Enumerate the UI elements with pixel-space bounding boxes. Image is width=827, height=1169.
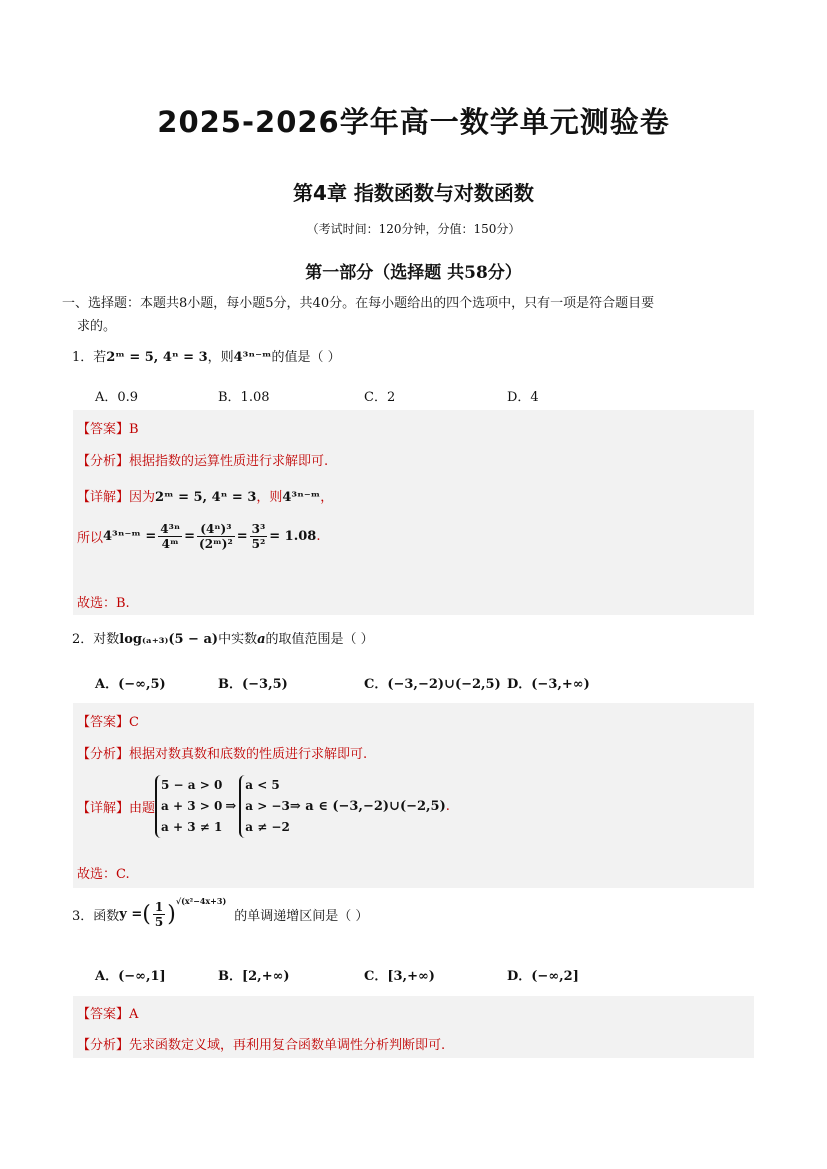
detail-line [77,775,450,838]
eq-result: = 1.08 [269,529,317,544]
analysis-text: 先求函数定义域，再利用复合函数单调性分析判断即可. [129,1038,446,1053]
system-line: a < 5 [245,778,280,792]
question-1 [72,346,341,365]
question-text: 的单调递增区间是（ ） [234,909,369,924]
chapter-title: 第4章 指数函数与对数函数 [293,181,534,205]
detail-label: 【详解】 [77,801,130,816]
analysis-label: 【分析】 [77,747,130,762]
function-lhs: y = [119,907,143,922]
system-line: a + 3 > 0 [161,799,223,813]
paren-open: ( [142,902,151,927]
math-condition: 2ᵐ = 5, 4ⁿ = 3 [106,350,208,365]
equation-line [77,522,320,551]
question-text: 的值是（ ） [271,350,341,365]
question-2 [72,628,374,647]
option-a-text: A．(−∞,5) [95,677,166,692]
inequality-system-1 [155,775,222,838]
base-fraction [153,900,165,929]
option-c-text: C．(−3,−2)∪(−2,5) [364,677,501,692]
option-d: D．4 [507,390,539,405]
analysis-label: 【分析】 [77,454,130,469]
detail-text: 因为 [129,490,156,505]
fraction-denominator: 5 [154,915,164,929]
option-c-text: C．[3,+∞) [364,969,435,984]
answer-box-3 [73,996,754,1058]
analysis-text: 根据对数真数和底数的性质进行求解即可. [129,747,368,762]
equals-sign: = [184,529,196,544]
option-c [364,965,435,984]
detail-line [77,486,333,505]
fraction-numerator: 4³ⁿ [160,522,181,536]
answer-label: 【答案】 [77,715,130,730]
math-expression: 4³ⁿ⁻ᵐ [282,490,321,505]
analysis-text: 根据指数的运算性质进行求解即可. [129,454,329,469]
answer-box-1 [73,410,754,615]
option-b-text: B．[2,+∞) [218,969,290,984]
period: . [316,529,321,544]
fraction-numerator: 3³ [251,522,266,536]
analysis-label: 【分析】 [77,1038,130,1053]
so-text: 所以 [77,531,104,546]
option-a: A．0.9 [95,390,139,405]
exam-info: （考试时间：120分钟，分值：150分） [306,222,521,236]
option-a-text: A．(−∞,1] [95,969,166,984]
answer-line [77,711,139,730]
option-d-text: D．(−3,+∞) [507,677,590,692]
analysis-line [77,450,328,469]
conclusion: ⇒ a ∈ (−3,−2)∪(−2,5) [289,799,446,814]
option-a [95,673,166,692]
system-line: 5 − a > 0 [161,778,223,792]
equals-sign: = [236,529,248,544]
analysis-line [77,743,367,762]
instructions-line-2: 求的。 [77,319,117,334]
option-d [507,965,579,984]
paren-close: ) [167,902,176,927]
choose-line: 故选：B. [77,596,130,611]
math-expression: 4³ⁿ⁻ᵐ [233,350,272,365]
system-line: a + 3 ≠ 1 [161,820,223,834]
answer-box-2 [73,703,754,888]
implies-arrow: ⇒ [225,799,237,814]
detail-text: ， [320,490,334,505]
option-c: C．2 [364,390,396,405]
inequality-system-2 [239,775,290,838]
answer-value: C [129,715,139,730]
instructions-line-1: 一、选择题：本题共8小题，每小题5分，共40分。在每小题给出的四个选项中，只有一项是符合题目要 [62,296,655,311]
answer-value: A [129,1007,139,1022]
answer-line [77,1003,138,1022]
system-line: a > −3 [245,799,290,813]
period: . [445,799,450,814]
fraction-3 [250,522,268,551]
question-text: 的取值范围是（ ） [265,632,374,647]
choose-line: 故选：C. [77,867,130,882]
option-d [507,673,590,692]
answer-value: B [129,422,139,437]
question-number: 3．函数 [72,909,120,924]
question-text: 中实数 [218,632,258,647]
question-3 [72,896,369,929]
fraction-2 [197,522,235,551]
math-condition: 2ᵐ = 5, 4ⁿ = 3 [155,490,257,505]
analysis-line [77,1034,445,1053]
detail-text: ，则 [256,490,283,505]
question-number: 2．对数 [72,632,120,647]
fraction-numerator: 1 [154,900,164,914]
fraction-1 [158,522,182,551]
fraction-numerator: (4ⁿ)³ [197,522,235,537]
option-a [95,965,166,984]
page-title: 2025-2026学年高一数学单元测验卷 [157,105,670,139]
option-b [218,673,288,692]
system-line: a ≠ −2 [245,820,290,834]
answer-label: 【答案】 [77,1007,130,1022]
option-c [364,673,501,692]
answer-label: 【答案】 [77,422,130,437]
answer-line [77,418,139,437]
detail-text: 由题 [129,801,156,816]
math-expression: log₍ₐ₊₃₎(5 − a) [119,632,219,647]
part-heading: 第一部分（选择题 共58分） [305,263,522,283]
option-b: B．1.08 [218,390,270,405]
fraction-denominator: 5² [251,537,266,551]
math-variable: a [257,632,266,647]
fraction-denominator: (2ᵐ)² [199,537,233,551]
fraction-denominator: 4ᵐ [161,537,179,551]
option-b [218,965,290,984]
eq-left: 4³ⁿ⁻ᵐ = [103,529,157,544]
option-d-text: D．(−∞,2] [507,969,579,984]
detail-label: 【详解】 [77,490,130,505]
exponent: √(x²−4x+3) [175,896,227,906]
question-text: ，则 [207,350,234,365]
option-b-text: B．(−3,5) [218,677,288,692]
question-number: 1．若 [72,350,107,365]
section-instructions [62,292,762,338]
